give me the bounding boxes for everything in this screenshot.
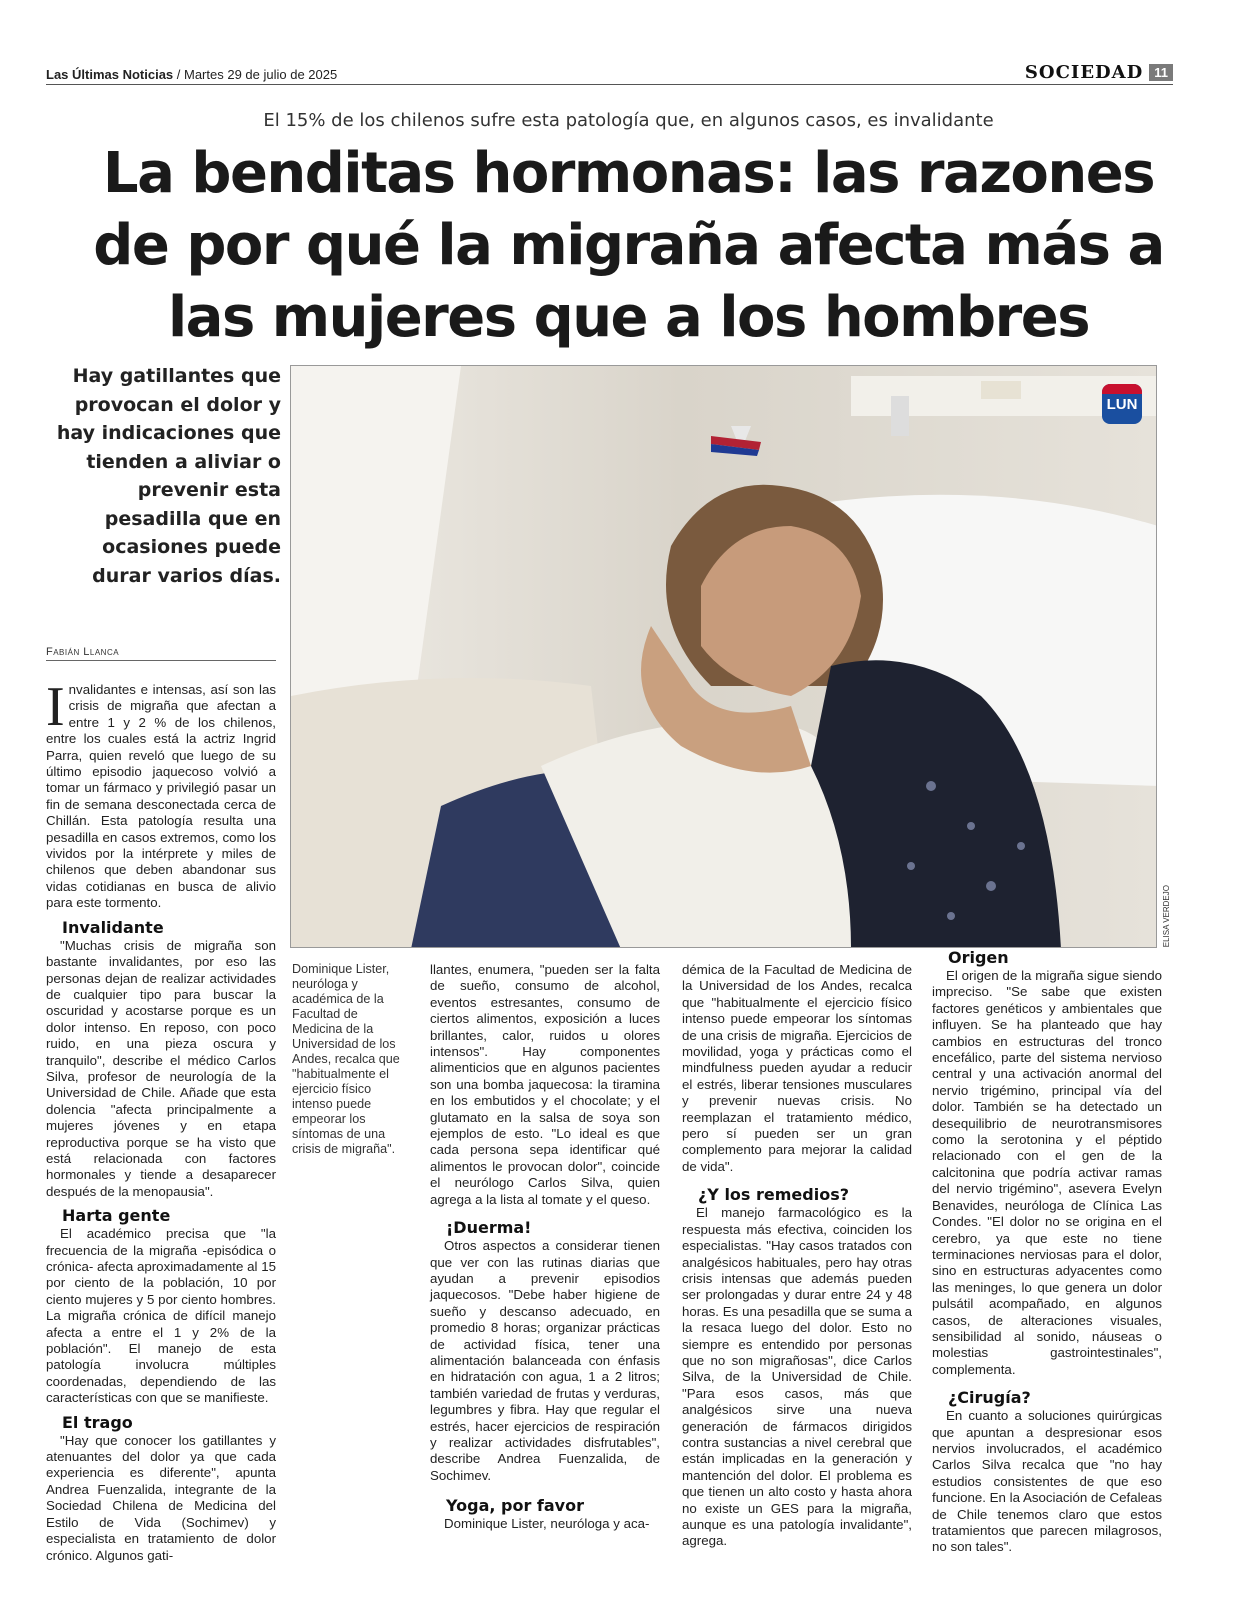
byline: [46, 646, 276, 661]
subhead-remedios: ¿Y los remedios?: [698, 1185, 850, 1205]
article-paragraph: En cuanto a soluciones quirúrgicas que apuntan a despresionar esos nervios involucrados, el académico Carlos Silva recalca que "no hay estudios consistentes de que eso funcione. En la Asociación de Cefaleas de Chile tenemos claro que estos tratamientos que parecen milagrosos, no son tales".: [932, 1408, 1162, 1555]
header-rule: [46, 84, 1173, 85]
article-paragraph: Otros aspectos a considerar tienen que ver con las rutinas diarias que ayudan a prevenir episodios jaquecosos. "Debe haber higiene de sueño y descanso adecuado, en promedio 8 horas; organizar prácticas de actividad física, tener una alimentación balanceada con énfasis en hidratación con agua, 1 a 2 litros; también variedad de frutas y verduras, legumbres y fibra. Hay que regular el estrés, hacer ejercicios de respiración y realizar actividades disfrutables", describe Andrea Fuenzalida, de Sochimev.: [430, 1238, 660, 1483]
masthead-separator: /: [173, 67, 184, 82]
lead-paragraph: Hay gatillantes que provocan el dolor y hay indicaciones que tienden a aliviar o prevenir esta pesadilla que en ocasiones puede durar varios días.: [56, 365, 281, 587]
subhead-el-trago: El trago: [62, 1412, 133, 1432]
author-name: Fabián Llanca: [46, 646, 120, 658]
article-paragraph: El académico precisa que "la frecuencia de la migraña -episódica o crónica- afecta aproximadamente al 15 por ciento de la población, 10 por ciento mujeres y 5 por ciento hombres. La migraña crónica de difícil manejo afecta a entre el 1 y 2% de la población". El manejo de esta patología involucra múltiples coordenadas, dependiendo de las características con que se manifieste.: [46, 1226, 276, 1406]
subhead-harta-gente: Harta gente: [62, 1206, 171, 1226]
photo-credit: ELISA VERDEJO: [1162, 885, 1171, 948]
section-name: SOCIEDAD: [1024, 62, 1144, 83]
article-column-3: [682, 962, 912, 1550]
article-paragraph: El manejo farmacológico es la respuesta más efectiva, coinciden los especialistas. "Hay casos tratados con analgésicos habituales, pero hay otras crisis intensas que además pueden ser prolongadas y durar entre 24 y 48 horas. Es una pesadilla que se suma a la resaca luego del dolor. Esto no siempre es entendido por personas que no son migrañosas", dice Carlos Silva, de la Universidad de Chile. "Para esos casos, más que analgésicos sirve una nueva generación de fármacos dirigidos contra sustancias a nivel cerebral que están implicadas en la generación y mantención del dolor. El problema es que tienen un alto costo y hasta ahora no existe un GES para la migraña, aunque es una patología invalidante", agrega.: [682, 1205, 912, 1549]
article-paragraph: Dominique Lister, neuróloga y aca-: [444, 1516, 650, 1532]
subhead-yoga: Yoga, por favor: [446, 1496, 584, 1516]
article-paragraph: "Hay que conocer los gatillantes y atenuantes del dolor ya que cada experiencia es diferente", apunta Andrea Fuenzalida, integrante de la Sociedad Chilena de Medicina del Estilo de Vida (Sochimev) y especialista en tratamiento de dolor crónico. Algunos gati-: [46, 1432, 276, 1563]
woman-with-migraine-illustration: [291, 366, 1157, 948]
page-number: 11: [1149, 64, 1173, 81]
article-paragraph: "Muchas crisis de migraña son bastante invalidantes, por eso las personas dejan de realizar actividades de cualquier tipo para buscar la oscuridad y acostarse porque es un dolor intenso. En reposo, con poco ruido, en una pieza oscura y tranquilo", describe el médico Carlos Silva, profesor de neurología de la Universidad de Chile. Añade que esta dolencia "afecta principalmente a mujeres jóvenes y en etapa reproductiva porque se ha visto que está relacionada con factores hormonales y tiende a desaparecer después de la menopausia".: [46, 937, 276, 1199]
article-photo: [290, 365, 1157, 948]
lun-logo-text: LUN: [1106, 396, 1138, 413]
article-column-4: [932, 948, 1162, 1556]
issue-date: Martes 29 de julio de 2025: [184, 67, 338, 82]
section-header: [1025, 62, 1173, 83]
article-column-2: [430, 962, 660, 1533]
masthead-paper-date: [46, 67, 337, 82]
photo-caption: Dominique Lister, neuróloga y académica de la Facultad de Medicina de la Universidad de los Andes, recalca que "habitualmente el ejercicio físico intenso puede empeorar los síntomas de una crisis de migraña".: [292, 962, 400, 1156]
newspaper-name: Las Últimas Noticias: [46, 67, 174, 82]
article-paragraph: llantes, enumera, "pueden ser la falta de sueño, consumo de alcohol, eventos estresantes, consumo de ciertos alimentos, exposición a luces brillantes, calor, ruidos u olores intensos". Hay componentes alimenticios que en algunos pacientes son una bomba jaquecosa: la tiramina en los embutidos y el chocolate; y el glutamato en la salsa de soya son ejemplos de esto. "Lo ideal es que cada persona sepa identificar qué alimentos le provocan dolor", coincide el neurólogo Carlos Silva, quien agrega a la lista al tomate y el queso.: [430, 962, 660, 1207]
headline: La benditas hormonas: las razones de por qué la migraña afecta más a las mujeres que a los hombres: [93, 141, 1164, 350]
article-column-1: [46, 676, 276, 1564]
subhead-duerma: ¡Duerma!: [446, 1218, 532, 1238]
subhead-cirugia: ¿Cirugía?: [948, 1388, 1031, 1408]
subhead-origen: Origen: [948, 948, 1009, 967]
drop-cap: I: [46, 676, 65, 738]
kicker: El 15% de los chilenos sufre esta patología que, en algunos casos, es invalidante: [263, 110, 994, 131]
article-paragraph: El origen de la migraña sigue siendo impreciso. "Se sabe que existen factores genéticos y ambientales que influyen. Se ha planteado que hay cambios en estructuras del tronco encefálico, parte del sistema nervioso central y una activación anormal del nervio trigémino, principal vía del dolor. También se ha detectado un desequilibrio de neurotransmisores como la serotonina y el péptido relacionado con el gen de la calcitonina que podría activar ramas del nervio trigémino", asevera Evelyn Benavides, neuróloga de Clínica Las Condes. "El dolor no se origina en el cerebro, ya que este no tiene terminaciones nerviosas para el dolor, sino en estructuras adyacentes como las meninges, lo que genera un dolor pulsátil acompañado, en algunos casos, de alteraciones visuales, sensibilidad al sonido, náuseas o molestias gastrointestinales", complementa.: [932, 968, 1162, 1377]
subhead-invalidante: Invalidante: [62, 917, 164, 937]
lun-logo: [1102, 384, 1142, 424]
article-paragraph: démica de la Facultad de Medicina de la Universidad de los Andes, recalca que "habitualmente el ejercicio físico intenso puede empeorar los síntomas de una crisis de migraña. Ejercicios de movilidad, yoga y prácticas como el mindfulness pueden ayudar a reducir el estrés, liberar tensiones musculares y prevenir nuevas crisis. No reemplazan el tratamiento médico, pero sí pueden ser un gran complemento para mejorar la calidad de vida".: [682, 962, 912, 1174]
article-paragraph: Invalidantes e intensas, así son las crisis de migraña que afectan a entre 1 y 2 % de los chilenos, entre los cuales está la actriz Ingrid Parra, quien reveló que luego de su último episodio jaquecoso volvió a tomar un fármaco y privilegió pasar un fin de semana desconectada cerca de Chillán. Esta patología resulta una pesadilla en casos extremos, como los vividos por la intérprete y miles de chilenos que deben abandonar sus vidas cotidianas en busca de alivio para este tormento.: [46, 676, 276, 911]
